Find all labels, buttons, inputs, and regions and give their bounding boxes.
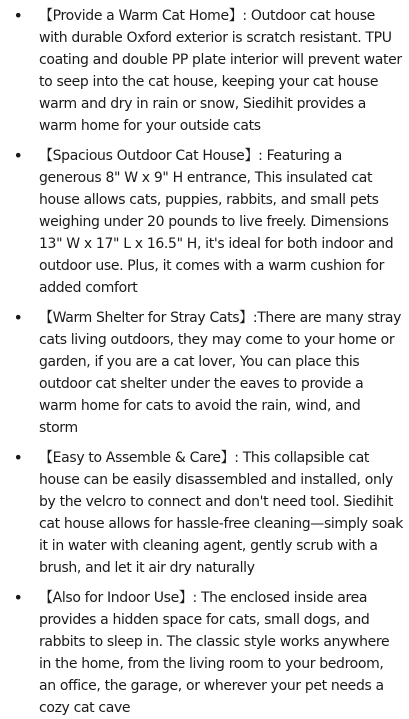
feature-bullet-stray-shelter bbox=[10, 307, 403, 439]
feature-bullet-warm-home bbox=[10, 5, 403, 137]
bullet-text: : This collapsible cat house can be easily disassembled and installed, only by the velcro to connect and don't need tool. Siedihit cat house allows for hassle-free cleaning—simply soak it in water with cleaning agent, gently scrub with a brush, and let it air dry naturally bbox=[39, 450, 403, 576]
bullet-dot: • bbox=[13, 448, 23, 467]
bullet-heading: 【Also for Indoor Use】 bbox=[39, 590, 193, 606]
bullet-dot: • bbox=[13, 6, 23, 25]
bullet-text: :There are many stray cats living outdoors, they may come to your home or garden, if you are a cat lover, You can place this outdoor cat shelter under the eaves to provide a warm home for cats to avoid the rain, wind, and storm bbox=[39, 310, 402, 436]
bullet-heading: 【Easy to Assemble & Care】 bbox=[39, 450, 235, 466]
bullet-heading: 【Provide a Warm Cat Home】 bbox=[39, 8, 243, 24]
bullet-text: : Outdoor cat house with durable Oxford exterior is scratch resistant. TPU coating and double PP plate interior will prevent water to seep into the cat house, keeping your cat house warm and dry in rain or snow, Siedihit provides a warm home for your outside cats bbox=[39, 8, 402, 134]
bullet-heading: 【Spacious Outdoor Cat House】 bbox=[39, 148, 259, 164]
bullet-dot: • bbox=[13, 308, 23, 327]
bullet-dot: • bbox=[13, 588, 23, 607]
feature-bullet-assemble-care bbox=[10, 447, 403, 579]
bullet-dot: • bbox=[13, 146, 23, 165]
bullet-text: : Featuring a generous 8" W x 9" H entrance, This insulated cat house allows cats, puppies, rabbits, and small pets weighing under 20 pounds to live freely. Dimensions 13" W x 17" L x 16.5" H, it's ideal for both indoor and outdoor use. Plus, it comes with a warm cushion for added comfort bbox=[39, 148, 394, 296]
feature-bullet-spacious bbox=[10, 145, 403, 299]
feature-bullet-list bbox=[10, 5, 403, 719]
feature-bullet-indoor-use bbox=[10, 587, 403, 719]
bullet-heading: 【Warm Shelter for Stray Cats】 bbox=[39, 310, 253, 326]
bullet-text: : The enclosed inside area provides a hidden space for cats, small dogs, and rabbits to sleep in. The classic style works anywhere in the home, from the living room to your bedroom, an office, the garage, or wherever your pet needs a cozy cat cave bbox=[39, 590, 390, 716]
